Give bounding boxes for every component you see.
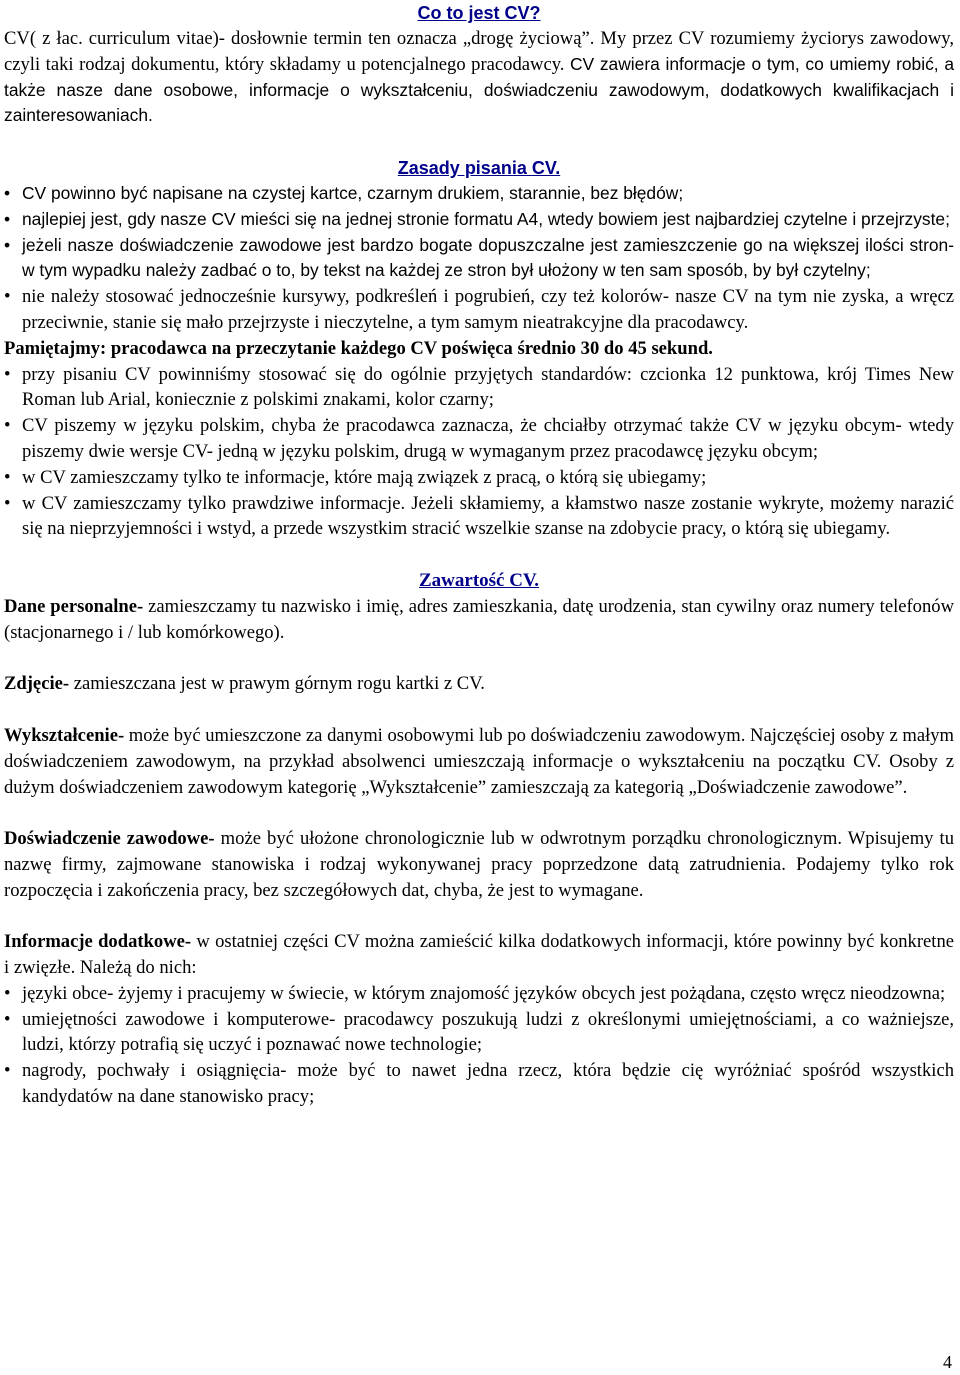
list-item-text: jeżeli nasze doświadczenie zawodowe jest bardzo bogate dopuszczalne jest zamieszczenie go na większej ilości stron- w tym wypadku należy zadbać o to, by tekst na każdej ze stron był ułożony w ten sam sposób, by był czytelny; [22,234,954,281]
definition: może być ułożone chronologicznie lub w odwrotnym porządku chronologicznym. Wpisujemy tu nazwę firmy, zajmowane stanowiska i rodzaj wykonywanej pracy poprzedzone datą zatrudnienia. Podajemy tylko rok rozpoczęcia i zakończenia pracy, bez szczegółowych dat, chyba, że jest to wymagane. [4,828,954,901]
term: Informacje dodatkowe- [4,931,192,953]
spacer [4,697,954,723]
content-item-education [4,723,954,800]
definition: zamieszczana jest w prawym górnym rogu kartki z CV. [69,673,485,695]
bullet-icon: • [4,492,11,514]
section-title-contents: Zawartość CV. [419,569,539,591]
spacer [4,646,954,672]
intro-text-sans: CV zawiera informacje o tym, co umiemy robić, a także nasze dane osobowe, informacje o wykształceniu, doświadczeniu zawodowym, dodatkowych kwalifikacjach i zainteresowaniach. [4,53,955,126]
list-item [4,981,954,1007]
list-item [4,491,954,543]
list-item [4,362,954,414]
spacer [4,542,954,568]
bullet-icon: • [4,363,11,385]
term: Dane personalne- [4,595,144,617]
bullet-icon: • [4,208,11,229]
list-item-text: w CV zamieszczamy tylko prawdziwe informacje. Jeżeli skłamiemy, a kłamstwo nasze zostanie wykryte, możemy narazić się na nieprzyjemności i wstyd, a przede wszystkim stracić wszelkie szanse na zdobycie pracy, o którą się ubiegamy. [22,492,954,540]
list-item-text: przy pisaniu CV powinniśmy stosować się do ogólnie przyjętych standardów: czcionka 12 punktowa, krój Times New Roman lub Arial, koniecznie z polskimi znakami, kolor czarny; [22,363,954,411]
section-title-rules: Zasady pisania CV. [397,157,561,178]
definition: może być umieszczone za danymi osobowymi lub po doświadczeniu zawodowym. Najczęściej osoby z małym doświadczeniem zawodowym, na przykład absolwenci umieszczają informacje o wykształceniu na początku CV. Osoby z dużym doświadczeniem zawodowym kategorię „Wykształcenie” zamieszczają za kategorią „Doświadczenie zawodowe”. [4,724,954,798]
content-item-additional [4,929,954,981]
section-title-what-is-cv: Co to jest CV? [417,3,541,23]
spacer [4,904,954,930]
bullet-icon: • [4,982,11,1004]
content-item-personal [4,594,954,646]
rules-list-a [4,181,954,336]
list-item [4,413,954,465]
intro-paragraph [4,26,954,129]
bullet-icon: • [4,182,11,203]
list-item [4,207,954,233]
spacer [4,129,954,155]
list-item-text: w CV zamieszczamy tylko te informacje, które mają związek z pracą, o którą się ubiegamy; [22,466,707,488]
list-item-text: umiejętności zawodowe i komputerowe- pracodawcy poszukują ludzi z określonymi umiejętnościami, a co ważniejsze, ludzi, którzy potrafią się uczyć i poznawać nowe technologie; [22,1008,954,1056]
intro-text-serif: CV( z łac. curriculum vitae)- dosłownie termin ten oznacza „drogę życiową”. My przez CV rozumiemy życiorys zawodowy, czyli taki rodzaj dokumentu, który składamy u potencjalnego pracodawcy. [4,28,954,75]
additional-info-list [4,981,954,1110]
term: Zdjęcie- [4,673,70,695]
list-item [4,1007,954,1059]
list-item [4,465,954,491]
term: Doświadczenie zawodowe- [4,828,215,850]
bullet-icon: • [4,286,11,308]
bullet-icon: • [4,415,11,437]
definition: w ostatniej części CV można zamieścić kilka dodatkowych informacji, które powinny być konkretne i zwięzłe. Należą do nich: [4,931,954,979]
document-page [4,0,954,1110]
definition: zamieszczamy tu nazwisko i imię, adres zamieszkania, datę urodzenia, stan cywilny oraz numery telefonów (stacjonarnego i / lub komórkowego). [4,595,954,643]
list-item-text: nagrody, pochwały i osiągnięcia- może być to nawet jedna rzecz, która będzie cię wyróżniać spośród wszystkich kandydatów na dane stanowisko pracy; [22,1060,954,1108]
list-item-text: CV piszemy w języku polskim, chyba że pracodawca zaznacza, że chciałby otrzymać także CV w języku obcym- wtedy piszemy dwie wersje CV- jedną w języku polskim, drugą w wymaganym przez pracodawcę języku obcym; [22,415,954,462]
bullet-icon: • [4,1008,11,1030]
bullet-icon: • [4,1060,11,1082]
list-item [4,284,954,336]
list-item [4,1058,954,1110]
list-item [4,181,954,207]
term: Wykształcenie- [4,724,125,746]
list-item-text: najlepiej jest, gdy nasze CV mieści się na jednej stronie formatu A4, wtedy bowiem jest najbardziej czytelne i przejrzyste; [22,208,950,229]
emphasis-note: Pamiętajmy: pracodawca na przeczytanie każdego CV poświęca średnio 30 do 45 sekund. [4,337,713,359]
bullet-icon: • [4,466,11,488]
content-item-photo [4,671,954,697]
page-number: 4 [943,1352,952,1372]
list-item-text: CV powinno być napisane na czystej kartce, czarnym drukiem, starannie, bez błędów; [22,182,684,203]
spacer [4,800,954,826]
list-item-text: nie należy stosować jednocześnie kursywy, podkreśleń i pogrubień, czy też kolorów- nasze CV na tym nie zyska, a wręcz przeciwnie, stanie się mało przejrzyste i nieczytelne, a tym samym nieatrakcyjne dla pracodawcy. [22,286,954,333]
list-item [4,233,954,285]
list-item-text: języki obce- żyjemy i pracujemy w świecie, w którym znajomość języków obcych jest pożądana, często wręcz nieodzowna; [22,982,946,1004]
rules-list-b [4,362,954,543]
content-item-experience [4,826,954,903]
bullet-icon: • [4,234,11,255]
